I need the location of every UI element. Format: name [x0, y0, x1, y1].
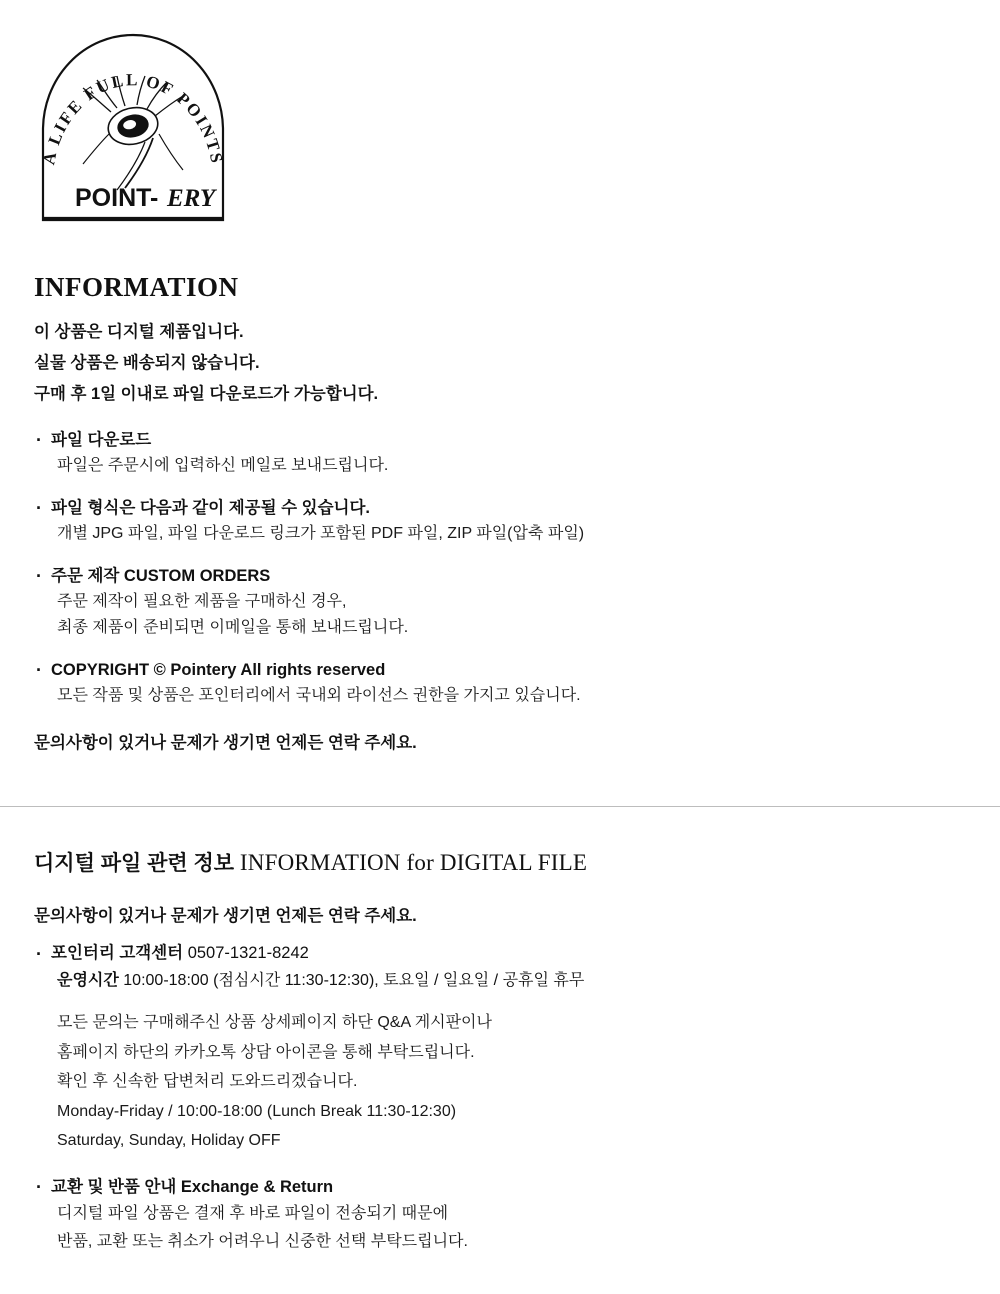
list-item [34, 565, 734, 642]
customer-center-line [34, 942, 794, 966]
exchange-return-block [34, 1176, 794, 1255]
section-divider [0, 806, 1000, 807]
list-item [34, 429, 734, 479]
operating-hours-value: 10:00-18:00 (점심시간 11:30-12:30), 토요일 / 일요일 / 공휴일 휴무 [118, 971, 585, 989]
customer-center-label: 포인터리 고객센터 [51, 943, 184, 962]
digital-file-information-section [34, 848, 794, 1255]
inquiry-notes [34, 1010, 794, 1154]
note-line: Monday-Friday / 10:00-18:00 (Lunch Break 11:30-12:30) [57, 1102, 457, 1120]
bullet-detail: 최종 제품이 준비되면 이메일을 통해 보내드립니다. [57, 619, 409, 637]
exchange-detail: 디지털 파일 상품은 결재 후 바로 파일이 전송되기 때문에 [57, 1205, 449, 1223]
svg-text:A LIFE FULL OF POINTS: A LIFE FULL OF POINTS [39, 70, 227, 167]
operating-hours-line [34, 969, 794, 992]
digital-file-title [34, 848, 794, 878]
digital-file-title-english: INFORMATION for DIGITAL FILE [239, 850, 588, 875]
bullet-heading: · 파일 다운로드 [34, 429, 734, 452]
operating-hours-label: 운영시간 [57, 971, 119, 989]
lead-paragraph [34, 321, 734, 407]
bullet-heading: · 주문 제작 CUSTOM ORDERS [34, 565, 734, 588]
bullet-detail: 파일은 주문시에 입력하신 메일로 보내드립니다. [57, 456, 389, 474]
bullet-heading: · 파일 형식은 다음과 같이 제공될 수 있습니다. [34, 497, 734, 520]
bullet-detail: 주문 제작이 필요한 제품을 구매하신 경우, [57, 592, 347, 610]
customer-center-phone: 0507-1321-8242 [183, 943, 309, 962]
note-line: 확인 후 신속한 답변처리 도와드리겠습니다. [57, 1073, 358, 1091]
digital-file-title-korean: 디지털 파일 관련 정보 [34, 852, 240, 875]
exchange-detail: 반품, 교환 또는 취소가 어려우니 신중한 선택 부탁드립니다. [57, 1232, 468, 1250]
bullet-detail: 모든 작품 및 상품은 포인터리에서 국내외 라이선스 권한을 가지고 있습니다. [57, 687, 581, 705]
lead-line-2: 실물 상품은 배송되지 않습니다. [34, 353, 260, 372]
list-item [34, 659, 734, 709]
brand-logo [33, 30, 233, 235]
section2-lead-text: 문의사항이 있거나 문제가 생기면 언제든 연락 주세요. [34, 906, 417, 925]
section1-closing-text: 문의사항이 있거나 문제가 생기면 언제든 연락 주세요. [34, 734, 417, 753]
note-line: 홈페이지 하단의 카카오톡 상담 아이콘을 통해 부탁드립니다. [57, 1043, 475, 1061]
note-line: 모든 문의는 구매해주신 상품 상세페이지 하단 Q&A 게시판이나 [57, 1014, 492, 1031]
page-title: INFORMATION [34, 272, 239, 302]
bullet-detail: 개별 JPG 파일, 파일 다운로드 링크가 포함된 PDF 파일, ZIP 파일(압축 파일) [57, 524, 585, 542]
lead-line-3: 구매 후 1일 이내로 파일 다운로드가 가능합니다. [34, 384, 379, 403]
logo-wordmark-bold: POINT- [75, 184, 159, 212]
logo-wordmark-italic: ERY [167, 185, 216, 212]
bullet-heading-copyright: · COPYRIGHT © Pointery All rights reserved [34, 659, 734, 682]
list-item [34, 497, 734, 547]
lead-line-1: 이 상품은 디지털 제품입니다. [34, 323, 244, 341]
information-bullet-list [34, 429, 734, 709]
logo-frame [33, 30, 233, 235]
pointery-logo-icon [33, 30, 233, 235]
exchange-heading: · 교환 및 반품 안내 Exchange & Return [34, 1176, 794, 1199]
note-line: Saturday, Sunday, Holiday OFF [57, 1132, 281, 1150]
information-section [34, 272, 734, 753]
